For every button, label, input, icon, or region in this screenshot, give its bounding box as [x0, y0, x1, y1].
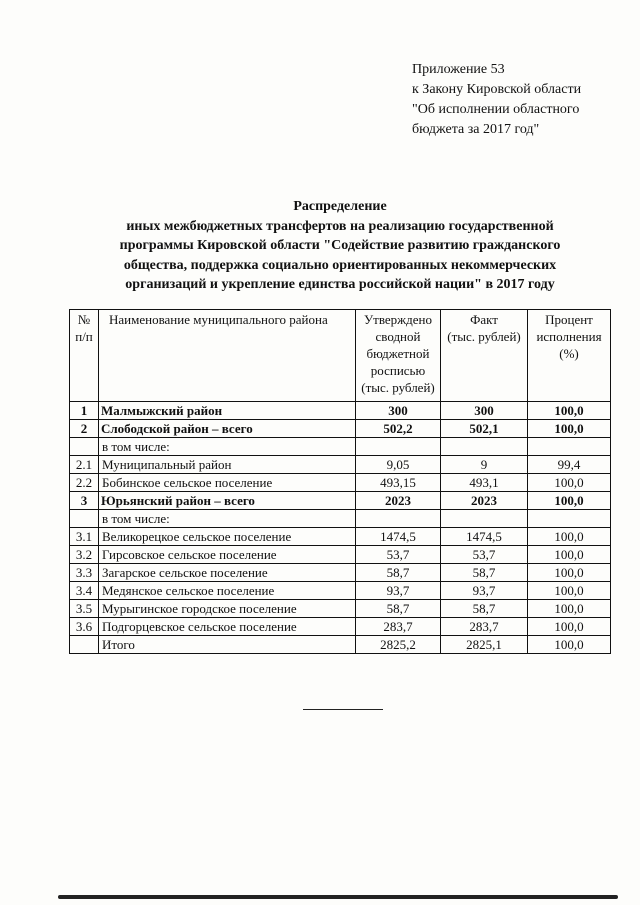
row-fact: [441, 438, 528, 456]
row-percent: 100,0: [528, 618, 611, 636]
row-name: Мурыгинское городское поселение: [99, 600, 356, 618]
row-name: Медянское сельское поселение: [99, 582, 356, 600]
appendix-block: [412, 60, 581, 140]
row-fact: 493,1: [441, 474, 528, 492]
row-fact: 2825,1: [441, 636, 528, 654]
row-name: Малмыжский район: [99, 402, 356, 420]
row-num: [70, 510, 99, 528]
row-fact: 58,7: [441, 564, 528, 582]
appendix-line: к Закону Кировской области: [412, 82, 582, 97]
row-approved: 9,05: [356, 456, 441, 474]
table-row: [70, 636, 611, 654]
table-row: [70, 438, 611, 456]
scan-edge-mark: [58, 895, 618, 899]
row-num: 3.1: [70, 528, 99, 546]
row-num: 3: [70, 492, 99, 510]
row-name: Итого: [99, 636, 356, 654]
title-line: общества, поддержка социально ориентированных некоммерческих: [123, 257, 557, 273]
table-row: [70, 582, 611, 600]
row-percent: [528, 438, 611, 456]
row-name: Муниципальный район: [99, 456, 356, 474]
row-percent: 100,0: [528, 564, 611, 582]
table-row: [70, 528, 611, 546]
row-percent: 100,0: [528, 474, 611, 492]
header-num: № п/п: [70, 310, 99, 402]
row-approved: 58,7: [356, 600, 441, 618]
transfers-table: [69, 309, 611, 654]
row-approved: [356, 510, 441, 528]
row-name: Загарское сельское поселение: [99, 564, 356, 582]
table-row: [70, 456, 611, 474]
table-row: [70, 492, 611, 510]
title-line: Распределение: [293, 199, 387, 214]
row-percent: 100,0: [528, 600, 611, 618]
row-num: 3.5: [70, 600, 99, 618]
table-row: [70, 546, 611, 564]
row-num: 3.2: [70, 546, 99, 564]
row-num: 2.2: [70, 474, 99, 492]
row-name: в том числе:: [99, 438, 356, 456]
row-approved: 493,15: [356, 474, 441, 492]
row-name: Подгорцевское сельское поселение: [99, 618, 356, 636]
row-approved: 2023: [356, 492, 441, 510]
row-num: 3.4: [70, 582, 99, 600]
row-num: 2.1: [70, 456, 99, 474]
row-approved: 2825,2: [356, 636, 441, 654]
appendix-line: "Об исполнении областного: [412, 102, 580, 117]
row-percent: 100,0: [528, 546, 611, 564]
row-percent: 100,0: [528, 402, 611, 420]
row-fact: 53,7: [441, 546, 528, 564]
row-approved: 1474,5: [356, 528, 441, 546]
row-fact: 300: [441, 402, 528, 420]
row-approved: 502,2: [356, 420, 441, 438]
footer-divider: [303, 709, 383, 710]
row-num: 3.6: [70, 618, 99, 636]
row-percent: 100,0: [528, 420, 611, 438]
row-percent: 100,0: [528, 636, 611, 654]
table-row: [70, 402, 611, 420]
header-name: Наименование муниципального района: [99, 310, 356, 402]
table-row: [70, 618, 611, 636]
row-percent: 99,4: [528, 456, 611, 474]
table-row: [70, 600, 611, 618]
header-percent: Процент исполнения (%): [528, 310, 611, 402]
row-fact: 9: [441, 456, 528, 474]
row-name: Гирсовское сельское поселение: [99, 546, 356, 564]
row-percent: 100,0: [528, 582, 611, 600]
title-line: организаций и укрепление единства российской нации" в 2017 году: [125, 277, 555, 292]
row-num: [70, 438, 99, 456]
row-name: в том числе:: [99, 510, 356, 528]
table-row: [70, 510, 611, 528]
row-approved: 53,7: [356, 546, 441, 564]
row-approved: 283,7: [356, 618, 441, 636]
row-approved: [356, 438, 441, 456]
row-fact: 2023: [441, 492, 528, 510]
row-fact: 93,7: [441, 582, 528, 600]
row-percent: 100,0: [528, 528, 611, 546]
row-name: Юрьянский район – всего: [99, 492, 356, 510]
row-num: 1: [70, 402, 99, 420]
header-approved: Утверждено сводной бюджетной росписью (тыс. рублей): [356, 310, 441, 402]
row-name: Бобинское сельское поселение: [99, 474, 356, 492]
row-percent: 100,0: [528, 492, 611, 510]
title-line: программы Кировской области "Содействие развитию гражданского: [119, 238, 561, 253]
row-approved: 93,7: [356, 582, 441, 600]
document-title: [60, 197, 620, 295]
row-fact: 283,7: [441, 618, 528, 636]
row-approved: 58,7: [356, 564, 441, 582]
title-line: иных межбюджетных трансфертов на реализацию государственной: [126, 218, 554, 234]
row-percent: [528, 510, 611, 528]
row-num: [70, 636, 99, 654]
row-fact: 1474,5: [441, 528, 528, 546]
header-fact: Факт (тыс. рублей): [441, 310, 528, 402]
row-num: 2: [70, 420, 99, 438]
row-fact: 58,7: [441, 600, 528, 618]
row-num: 3.3: [70, 564, 99, 582]
row-name: Великорецкое сельское поселение: [99, 528, 356, 546]
row-fact: 502,1: [441, 420, 528, 438]
table-row: [70, 420, 611, 438]
row-fact: [441, 510, 528, 528]
appendix-line: бюджета за 2017 год": [412, 122, 540, 137]
appendix-line: Приложение 53: [412, 62, 505, 77]
row-name: Слободской район – всего: [99, 420, 356, 438]
row-approved: 300: [356, 402, 441, 420]
table-header-row: [70, 310, 611, 402]
table-row: [70, 564, 611, 582]
table-row: [70, 474, 611, 492]
